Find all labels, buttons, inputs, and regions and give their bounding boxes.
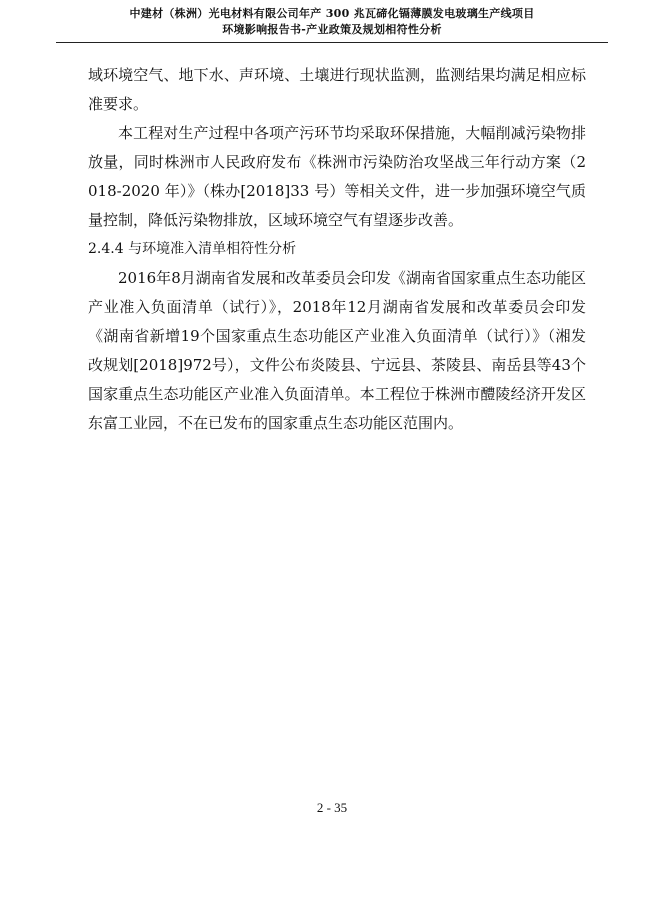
paragraph-continued: 域环境空气、地下水、声环境、土壤进行现状监测，监测结果均满足相应标准要求。 — [88, 66, 586, 113]
section-heading: 2.4.4 与环境准入清单相符性分析 — [88, 241, 297, 257]
paragraph-negative-list: 2016年8月湖南省发展和改革委员会印发《湖南省国家重点生态功能区产业准入负面清单（试行）》，2018年12月湖南省发展和改革委员会印发《湖南省新增19个国家重点生态功能区产业准入负面清单（试行）》（湘发改规划[2018]972号），文件公布炎陵县、宁远县、茶陵县、南岳县等43个国家重点生态功能区产业准入负面清单。本工程位于株洲市醴陵经济开发区东富工业园，不在已发布的国家重点生态功能区范围内。 — [88, 269, 586, 432]
header-report-subtitle: 环境影响报告书-产业政策及规划相符性分析 — [222, 23, 442, 36]
page-header — [56, 6, 608, 38]
paragraph-pollution-control: 本工程对生产过程中各项产污环节均采取环保措施，大幅削减污染物排放量，同时株洲市人民政府发布《株洲市污染防治攻坚战三年行动方案（2018-2020 年）》（株办[2018]33 号）等相关文件，进一步加强环境空气质量控制，降低污染物排放，区域环境空气有望逐步改善。 — [88, 124, 586, 229]
header-divider — [56, 42, 608, 43]
page-number: 2 - 35 — [316, 800, 348, 815]
header-project-title: 中建材（株洲）光电材料有限公司年产 300 兆瓦碲化镉薄膜发电玻璃生产线项目 — [129, 7, 535, 20]
document-body — [88, 61, 586, 438]
